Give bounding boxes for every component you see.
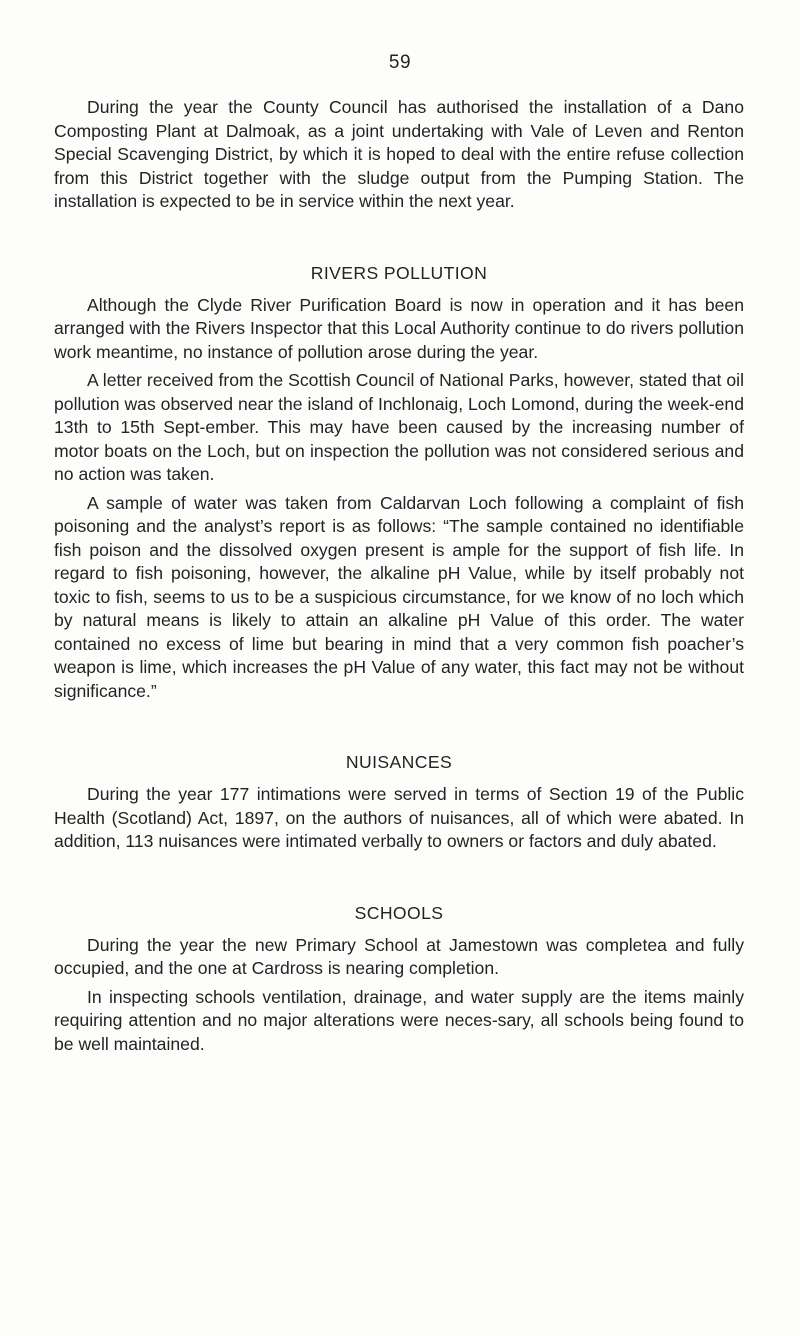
section-heading-rivers-pollution: RIVERS POLLUTION (310, 262, 488, 283)
schools-paragraph: In inspecting schools ventilation, drainage, and water supply are the items mainly requiring attention and no major alterations were neces-sary, all schools being found to be well maintained. (54, 986, 744, 1054)
document-body (54, 96, 744, 1056)
schools-paragraph: During the year the new Primary School at Jamestown was completea and fully occupied, and the one at Cardross is nearing completion. (54, 934, 744, 978)
rivers-pollution-paragraph: A letter received from the Scottish Council of National Parks, however, stated that oil pollution was observed near the island of Inchlonaig, Loch Lomond, during the week-end 13th to 15th Sept-ember. This may have been caused by the increasing number of motor boats on the Loch, but on inspection the pollution was not considered serious and no action was taken. (54, 370, 744, 484)
section-heading-schools: SCHOOLS (354, 902, 444, 923)
section-heading-nuisances: NUISANCES (345, 752, 453, 772)
rivers-pollution-paragraph: Although the Clyde River Purification Board is now in operation and it has been arranged with the Rivers Inspector that this Local Authority continue to do rivers pollution work meantime, no instance of pollution arose during the year. (54, 294, 744, 362)
intro-paragraph: During the year the County Council has authorised the installation of a Dano Composting Plant at Dalmoak, as a joint undertaking with Vale of Leven and Renton Special Scavenging District, by which it is hoped to deal with the entire refuse collection from this District together with the sludge output from the Pumping Station. The installation is expected to be in service within the next year. (54, 97, 744, 211)
nuisances-paragraph: During the year 177 intimations were served in terms of Section 19 of the Public Health (Scotland) Act, 1897, on the authors of nuisances, all of which were abated. In addition, 113 nuisances were intimated verbally to owners or factors and duly abated. (54, 784, 744, 851)
page-number: 59 (388, 52, 412, 73)
rivers-pollution-paragraph: A sample of water was taken from Caldarvan Loch following a complaint of fish poisoning and the analyst’s report is as follows: “The sample contained no identifiable fish poison and the dissolved oxygen present is ample for the support of fish life. In regard to fish poisoning, however, the alkaline pH Value, while by itself probably not toxic to fish, seems to us to be a suspicious circumstance, for we know of no loch which by natural means is likely to attain an alkaline pH Value of this order. The water contained no excess of lime but bearing in mind that a very common fish poacher’s weapon is lime, which increases the pH Value of any water, this fact may not be without significance.” (54, 492, 744, 701)
